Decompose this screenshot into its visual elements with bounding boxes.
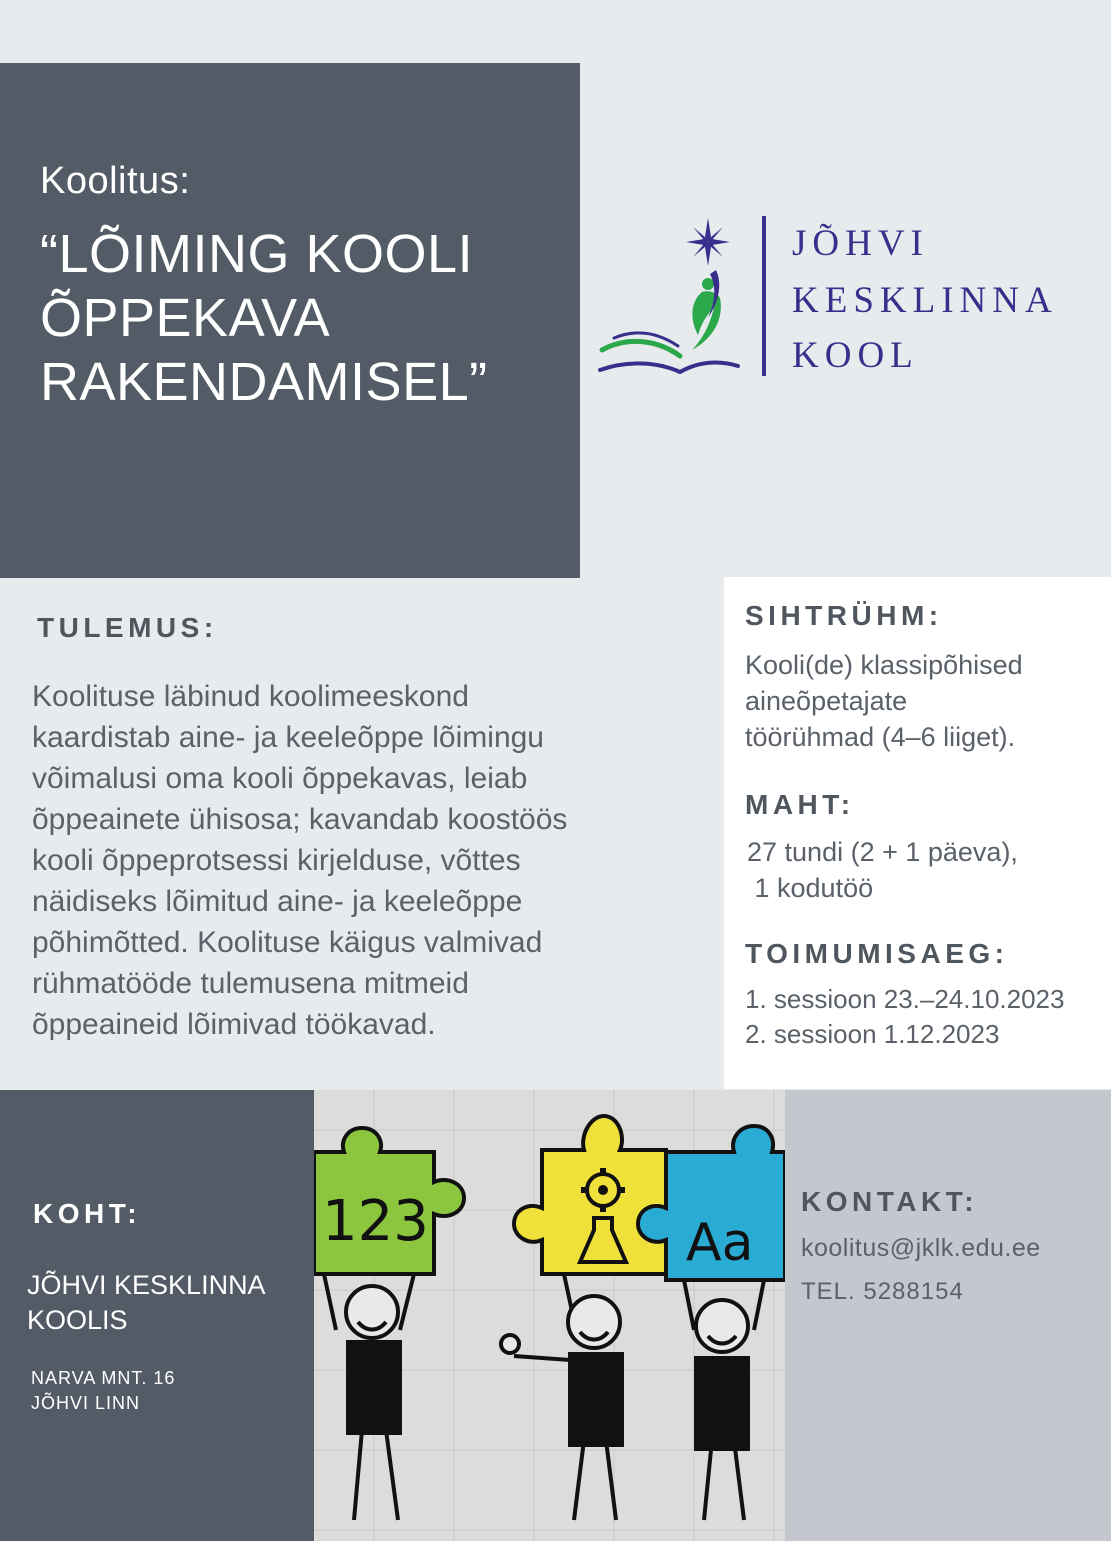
tulemus-line: võimalusi oma kooli õppekavas, leiab	[32, 762, 528, 795]
title-intro: Koolitus:	[40, 160, 191, 202]
maht-line: 1 kodutöö	[747, 873, 874, 903]
tulemus-line: rühmatööde tulemusena mitmeid	[32, 967, 469, 1000]
puzzle-label-123: 123	[322, 1189, 429, 1254]
tulemus-heading: TULEMUS:	[37, 612, 218, 643]
puzzle-label-aa: Aa	[686, 1213, 754, 1273]
course-title	[40, 222, 560, 414]
tulemus-line: Koolituse läbinud koolimeeskond	[32, 680, 469, 713]
session-line: 1. sessioon 23.–24.10.2023	[745, 984, 1065, 1014]
location-name-line: KOOLIS	[27, 1305, 128, 1335]
school-logo	[598, 210, 1078, 390]
sihtruhm-text	[745, 647, 1105, 755]
maht-line: 27 tundi (2 + 1 päeva),	[747, 837, 1018, 867]
puzzle-illustration	[314, 1090, 785, 1541]
tulemus-line: õppeainete ühisosa; kavandab koostöös	[32, 803, 568, 836]
school-logo-star-figure-book-icon	[598, 210, 748, 385]
sihtruhm-line: aineõpetajate	[745, 686, 908, 716]
puzzle-people-image	[314, 1090, 785, 1541]
address-line: NARVA MNT. 16	[31, 1368, 176, 1388]
contact-panel	[785, 1090, 1111, 1541]
contact-phone: TEL. 5288154	[801, 1278, 964, 1305]
address-line: JÕHVI LINN	[31, 1393, 141, 1413]
sihtruhm-heading: SIHTRÜHM:	[745, 600, 943, 631]
course-title-line: “LÕIMING KOOLI	[40, 224, 474, 284]
location-name	[27, 1268, 307, 1338]
session-line: 2. sessioon 1.12.2023	[745, 1019, 1000, 1049]
tulemus-line: kaardistab aine- ja keeleõppe lõimingu	[32, 721, 544, 754]
tulemus-line: kooli õppeprotsessi kirjelduse, võttes	[32, 844, 521, 877]
logo-word: KOOL	[792, 335, 919, 376]
course-title-line: ÕPPEKAVA	[40, 288, 331, 348]
sihtruhm-line: Kooli(de) klassipõhised	[745, 650, 1023, 680]
logo-word: JÕHVI	[792, 223, 929, 264]
course-title-line: RAKENDAMISEL”	[40, 352, 488, 412]
kontakt-heading: KONTAKT:	[801, 1186, 979, 1217]
tulemus-line: põhimõtted. Koolituse käigus valmivad	[32, 926, 543, 959]
location-address	[31, 1366, 175, 1416]
location-name-line: JÕHVI KESKLINNA	[27, 1270, 266, 1300]
maht-heading: MAHT:	[745, 789, 855, 820]
tulemus-text	[32, 676, 702, 1045]
maht-text	[747, 834, 1097, 906]
toimumisaeg-text	[745, 982, 1105, 1052]
sihtruhm-line: töörühmad (4–6 liiget).	[745, 722, 1016, 752]
logo-word: KESKLINNA	[792, 280, 1058, 321]
koht-heading: KOHT:	[33, 1198, 142, 1229]
contact-email[interactable]: koolitus@jklk.edu.ee	[801, 1234, 1041, 1262]
logo-divider	[762, 216, 766, 376]
tulemus-line: näidiseks lõimitud aine- ja keeleõppe	[32, 885, 523, 918]
tulemus-line: õppeaineid lõimivad töökavad.	[32, 1008, 436, 1041]
toimumisaeg-heading: TOIMUMISAEG:	[745, 938, 1009, 969]
